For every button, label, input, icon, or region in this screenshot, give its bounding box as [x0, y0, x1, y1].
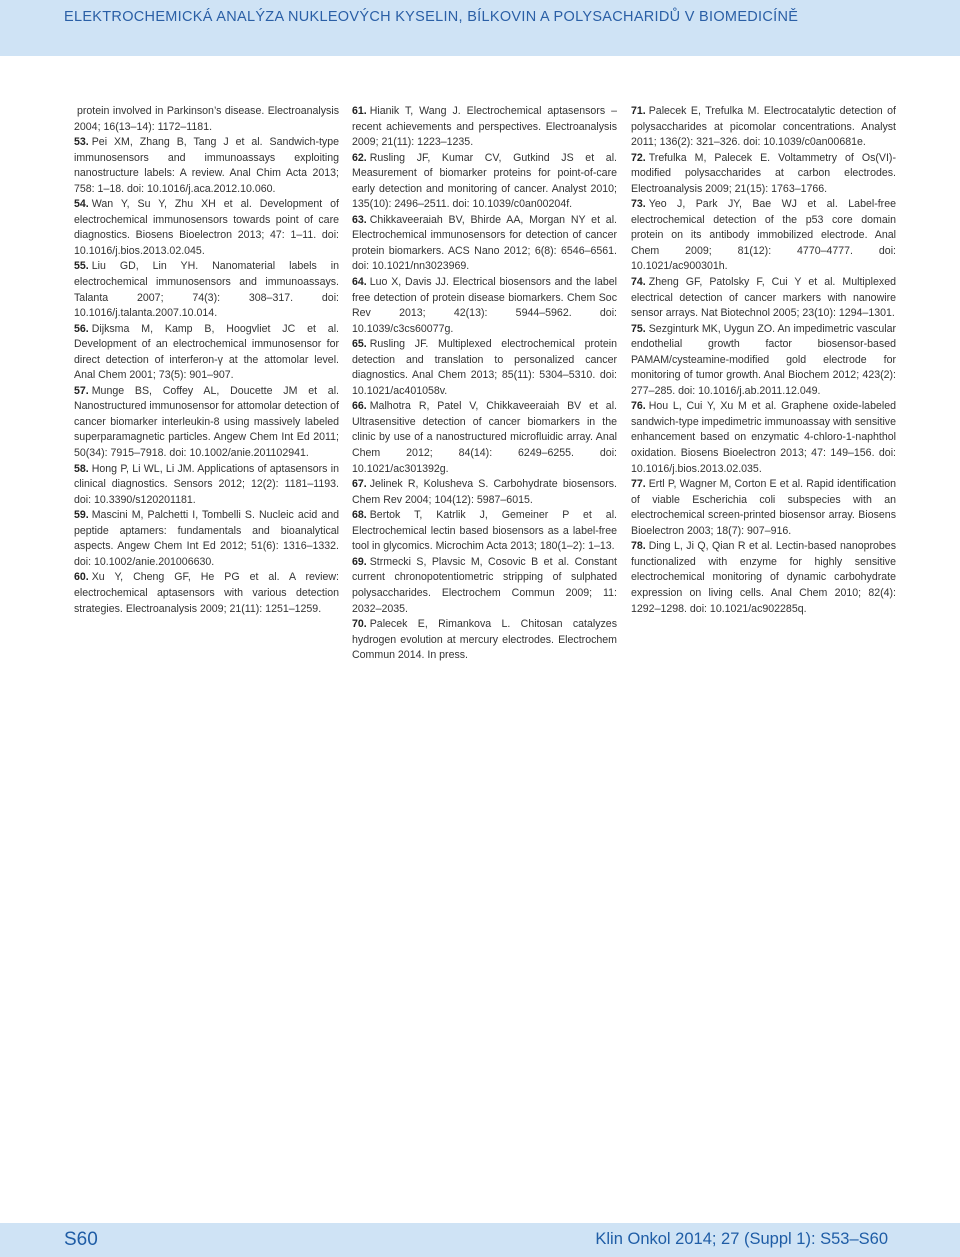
- reference-text: Palecek E, Trefulka M. Electrocatalytic detection of polysaccharides at picomolar concentrations. Analyst 2011; 136(2): 321–326. doi: 10.1039/c0an00681e.: [631, 105, 896, 149]
- reference-item: [631, 151, 896, 198]
- reference-number: 53.: [74, 136, 89, 149]
- reference-text: protein involved in Parkinson’s disease. Electroanalysis 2004; 16(13–14): 1172–1181.: [74, 105, 339, 133]
- reference-item: [631, 322, 896, 400]
- reference-number: 74.: [631, 276, 646, 289]
- reference-item: [74, 135, 339, 197]
- reference-number: 56.: [74, 322, 89, 335]
- reference-number: 65.: [352, 338, 367, 351]
- reference-text: Luo X, Davis JJ. Electrical biosensors and the label free detection of protein disease biomarkers. Chem Soc Rev 2013; 42(13): 5944–5962. doi: 10.1039/c3cs60077g.: [352, 276, 617, 335]
- reference-item: [352, 213, 617, 275]
- reference-column-2: [352, 104, 617, 664]
- reference-number: 61.: [352, 105, 367, 117]
- reference-item: [74, 384, 339, 462]
- reference-number: 69.: [352, 555, 367, 568]
- reference-item: [352, 275, 617, 337]
- reference-number: 66.: [352, 400, 367, 413]
- reference-text: Hou L, Cui Y, Xu M et al. Graphene oxide-labeled sandwich-type impedimetric immunoassay with sensitive enhancement based on enzymatic 4-chloro-1-naphthol oxidation. Biosens Bioelectron 2013; 47: 149–156. doi: 10.1016/j.bios.2013.02.035.: [631, 400, 896, 475]
- journal-citation: Klin Onkol 2014; 27 (Suppl 1): S53–S60: [595, 1230, 888, 1248]
- reference-text: Chikkaveeraiah BV, Bhirde AA, Morgan NY et al. Electrochemical immunosensors for detection of cancer protein biomarkers. ACS Nano 2012; 6(8): 6546–6561. doi: 10.1021/nn3023969.: [352, 213, 617, 273]
- reference-item: [74, 570, 339, 617]
- reference-number: 58.: [74, 462, 89, 475]
- reference-number: 60.: [74, 571, 89, 584]
- reference-text: Mascini M, Palchetti I, Tombelli S. Nucleic acid and peptide aptamers: fundamentals and bioanalytical aspects. Angew Chem Int Ed 2012; 51(6): 1316–1332. doi: 10.1002/anie.201006630.: [74, 509, 339, 568]
- reference-text: Sezginturk MK, Uygun ZO. An impedimetric vascular endothelial growth factor biosensor-based PAMAM/cysteamine-modified gold electrode for monitoring of tumor growth. Anal Biochem 2012; 423(2): 277–285. doi: 10.1016/j.ab.2011.12.049.: [631, 322, 896, 397]
- reference-text: Ertl P, Wagner M, Corton E et al. Rapid identification of viable Escherichia coli subspecies with an electrochemical screen-printed biosensor array. Biosens Bioelectron 2003; 18(7): 907–916.: [631, 478, 896, 537]
- reference-number: 75.: [631, 322, 646, 335]
- reference-item: [74, 508, 339, 570]
- reference-column-3: [631, 104, 896, 617]
- reference-text: Wan Y, Su Y, Zhu XH et al. Development of electrochemical immunosensors towards point of care diagnostics. Biosens Bioelectron 2013; 47: 1–11. doi: 10.1016/j.bios.2013.02.045.: [74, 198, 339, 257]
- reference-item: [352, 399, 617, 477]
- reference-text: Rusling JF, Kumar CV, Gutkind JS et al. Measurement of biomarker proteins for point-of-care early detection and monitoring of cancer. Analyst 2010; 135(10): 2496–2511. doi: 10.1039/c0an00204f.: [352, 151, 617, 211]
- reference-text: Hianik T, Wang J. Electrochemical aptasensors – recent achievements and perspectives. Electroanalysis 2009; 21(11): 1223–1235.: [352, 105, 617, 149]
- reference-number: 73.: [631, 198, 646, 211]
- reference-text: Liu GD, Lin YH. Nanomaterial labels in electrochemical immunosensors and immunoassays. Talanta 2007; 74(3): 308–317. doi: 10.1016/j.talanta.2007.10.014.: [74, 260, 339, 320]
- reference-item: [352, 151, 617, 213]
- reference-number: 68.: [352, 509, 367, 522]
- reference-text: Ding L, Ji Q, Qian R et al. Lectin-based nanoprobes functionalized with enzyme for highly sensitive electrochemical monitoring of dynamic carbohydrate expression on living cells. Anal Chem 2010; 82(4): 1292–1298. doi: 10.1021/ac902285q.: [631, 540, 896, 615]
- page-header: [0, 0, 960, 56]
- reference-number: 59.: [74, 509, 89, 522]
- reference-item: [74, 197, 339, 259]
- reference-item: [74, 462, 339, 509]
- reference-item: [352, 337, 617, 399]
- reference-text: Munge BS, Coffey AL, Doucette JM et al. Nanostructured immunosensor for attomolar detection of cancer biomarker interleukin-8 using massively labeled superparamagnetic particles. Angew Chem Int Ed 2011; 50(34): 7915–7918. doi: 10.1002/anie.201102941.: [74, 384, 339, 460]
- reference-number: 71.: [631, 105, 646, 117]
- reference-item: [74, 104, 339, 135]
- reference-number: 67.: [352, 478, 367, 491]
- page-footer: [0, 1223, 960, 1257]
- reference-item: [352, 477, 617, 508]
- reference-number: 78.: [631, 540, 646, 553]
- reference-text: Pei XM, Zhang B, Tang J et al. Sandwich-type immunosensors and immunoassays exploiting nanostructure labels: A review. Anal Chim Acta 2013; 758: 1–18. doi: 10.1016/j.aca.2012.10.060.: [74, 136, 339, 195]
- reference-text: Bertok T, Katrlik J, Gemeiner P et al. Electrochemical lectin based biosensors as a label-free tool in glycomics. Microchim Acta 2013; 180(1–2): 1–13.: [352, 509, 617, 553]
- reference-number: 57.: [74, 384, 89, 397]
- reference-item: [631, 197, 896, 275]
- reference-text: Rusling JF. Multiplexed electrochemical protein detection and translation to personalized cancer diagnostics. Anal Chem 2013; 85(11): 5304–5310. doi: 10.1021/ac401058v.: [352, 338, 617, 397]
- reference-text: Strmecki S, Plavsic M, Cosovic B et al. Constant current chronopotentiometric stripping of sulphated polysaccharides. Electrochem Commun 2009; 11: 2032–2035.: [352, 555, 617, 615]
- reference-item: [352, 617, 617, 664]
- page-number: S60: [64, 1229, 98, 1250]
- reference-number: 64.: [352, 276, 367, 289]
- reference-item: [352, 555, 617, 617]
- reference-item: [631, 539, 896, 617]
- reference-number: 63.: [352, 213, 367, 226]
- reference-text: Zheng GF, Patolsky F, Cui Y et al. Multiplexed electrical detection of cancer markers with nanowire sensor arrays. Nat Biotechnol 2005; 23(10): 1294–1301.: [631, 276, 896, 320]
- reference-item: [631, 275, 896, 322]
- reference-column-1: [74, 104, 339, 617]
- reference-text: Jelinek R, Kolusheva S. Carbohydrate biosensors. Chem Rev 2004; 104(12): 5987–6015.: [352, 478, 617, 506]
- reference-item: [74, 322, 339, 384]
- reference-number: 55.: [74, 260, 89, 273]
- running-title: ELEKTROCHEMICKÁ ANALÝZA NUKLEOVÝCH KYSELIN, BÍLKOVIN A POLYSACHARIDŮ V BIOMEDICÍNĚ: [64, 9, 799, 25]
- reference-number: 77.: [631, 478, 646, 491]
- reference-text: Dijksma M, Kamp B, Hoogvliet JC et al. Development of an electrochemical immunosensor for direct detection of interferon-γ at the attomolar level. Anal Chem 2001; 73(5): 901–907.: [74, 322, 339, 382]
- reference-item: [352, 508, 617, 555]
- reference-number: 70.: [352, 618, 367, 631]
- reference-item: [631, 104, 896, 151]
- reference-text: Xu Y, Cheng GF, He PG et al. A review: electrochemical aptasensors with various detection strategies. Electroanalysis 2009; 21(11): 1251–1259.: [74, 571, 339, 615]
- reference-item: [74, 259, 339, 321]
- reference-item: [631, 477, 896, 539]
- reference-item: [631, 399, 896, 477]
- reference-text: Hong P, Li WL, Li JM. Applications of aptasensors in clinical diagnostics. Sensors 2012; 12(2): 1181–1193. doi: 10.3390/s120201181.: [74, 462, 339, 506]
- reference-text: Malhotra R, Patel V, Chikkaveeraiah BV et al. Ultrasensitive detection of cancer biomarkers in the clinic by use of a nanostructured microfluidic array. Anal Chem 2012; 84(14): 6249–6255. doi: 10.1021/ac301392g.: [352, 400, 617, 475]
- reference-number: 54.: [74, 198, 89, 211]
- reference-item: [352, 104, 617, 151]
- reference-number: 76.: [631, 400, 646, 413]
- reference-number: 72.: [631, 151, 646, 164]
- reference-text: Trefulka M, Palecek E. Voltammetry of Os(VI)-modified polysaccharides at carbon electrodes. Electroanalysis 2009; 21(15): 1763–1766.: [631, 151, 896, 195]
- reference-number: 62.: [352, 151, 367, 164]
- reference-text: Yeo J, Park JY, Bae WJ et al. Label-free electrochemical detection of the p53 core domain protein on its antibody immobilized electrode. Anal Chem 2009; 81(12): 4770–4777. doi: 10.1021/ac900301h.: [631, 198, 896, 273]
- reference-text: Palecek E, Rimankova L. Chitosan catalyzes hydrogen evolution at mercury electrodes. Electrochem Commun 2014. In press.: [352, 618, 617, 662]
